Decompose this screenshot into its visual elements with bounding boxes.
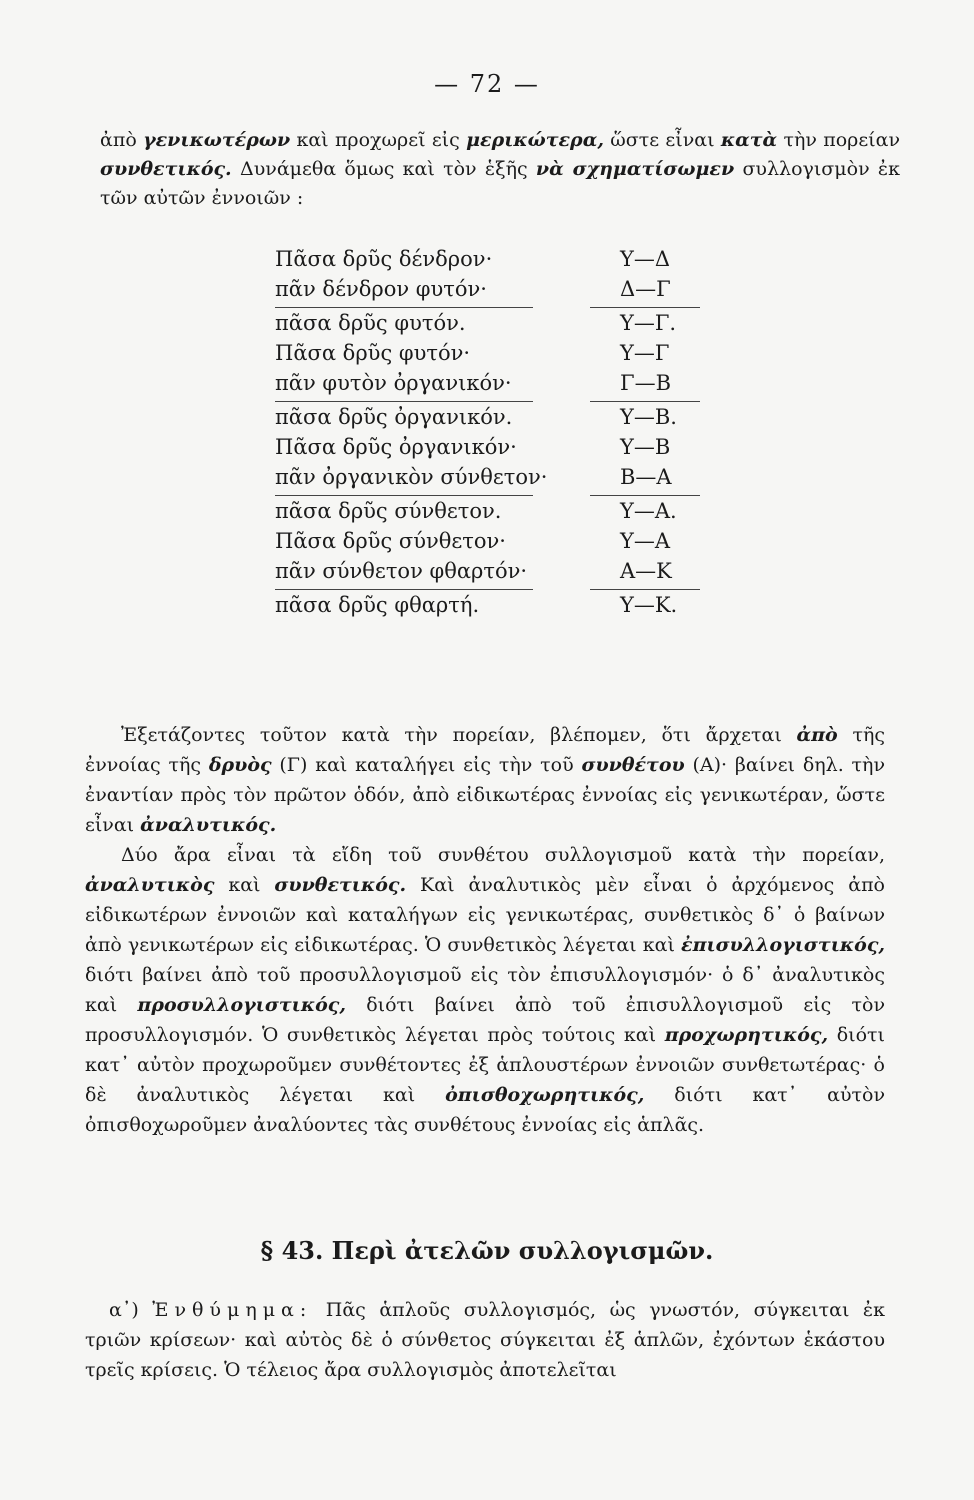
symbol: Υ—Γ.	[620, 311, 677, 335]
keyword: προσυλλογιστικός,	[137, 994, 346, 1016]
text: διότι βαίνει ἀπὸ τοῦ προσυλλογισμοῦ εἰς τὸν ἐπισυλλογισμόν· ὁ δ᾽ ἀναλυτικὸς καὶ	[85, 964, 885, 1016]
paragraph-types	[85, 840, 885, 1140]
keyword: προχωρητικός,	[664, 1024, 829, 1046]
symbol: Υ—Α.	[620, 499, 677, 523]
keyword: ἐπισυλλογιστικός,	[681, 934, 885, 956]
body-text	[85, 720, 885, 1140]
syllogism-line	[270, 462, 720, 492]
text: Δυνάμεθα ὅμως καὶ τὸν ἑξῆς	[231, 158, 536, 180]
syllogism-line	[270, 308, 720, 338]
text: διότι κατ᾽ αὐτὸν προχωροῦμεν συνθέτοντες ἐξ ἁπλουστέρων ἐννοιῶν συνθετωτέρας· ὁ δὲ ἀναλυτικὸς λέγεται καὶ	[85, 1024, 885, 1106]
text: διότι βαίνει ἀπὸ τοῦ ἐπισυλλογισμοῦ εἰς τὸν προσυλλογισμόν. Ὁ συνθετικὸς λέγεται πρὸς τούτοις καὶ	[85, 994, 886, 1046]
proposition: Πᾶσα δρῦς σύνθετον·	[275, 529, 506, 553]
syllogism-line	[270, 590, 720, 620]
section-text	[85, 1295, 885, 1385]
symbol: Υ—Γ	[620, 341, 670, 365]
page-number: — 72 —	[434, 70, 540, 98]
paragraph-enthymeme	[85, 1295, 885, 1385]
proposition: Πᾶσα δρῦς ὀργανικόν·	[275, 435, 517, 459]
syllogism-chain	[270, 244, 720, 620]
term: Ἐνθύμημα:	[152, 1299, 313, 1321]
proposition: Πᾶσα δρῦς δένδρον·	[275, 247, 493, 271]
text: α᾽)	[109, 1299, 153, 1321]
syllogism-line	[270, 556, 720, 586]
text: ὥστε εἶναι	[603, 129, 721, 151]
syllogism-line	[270, 274, 720, 304]
keyword: κατὰ	[720, 129, 778, 151]
syllogism-line	[270, 368, 720, 398]
symbol: Δ—Γ	[620, 277, 671, 301]
keyword: δρυὸς	[208, 754, 272, 776]
keyword: συνθετικός.	[100, 158, 232, 180]
symbol: Β—Α	[620, 465, 672, 489]
keyword: μερικώτερα,	[466, 129, 604, 151]
keyword: ἀπὸ	[796, 724, 838, 746]
proposition: Πᾶσα δρῦς φυτόν·	[275, 341, 471, 365]
text: Καὶ ἀναλυτικὸς μὲν εἶναι ὁ ἀρχόμενος ἀπὸ εἰδικωτέρων ἐννοιῶν καὶ καταλήγων εἰς γενικωτέρας, συνθετικὸς δ᾽ ὁ βαίνων ἀπὸ γενικωτέρων εἰς εἰδικωτέρας. Ὁ συνθετικὸς λέγεται καὶ	[85, 874, 885, 956]
intro-paragraph	[100, 126, 900, 213]
proposition: πᾶν φυτὸν ὀργανικόν·	[275, 371, 512, 395]
text: τὴν πορείαν	[777, 129, 901, 151]
text: Ἐξετάζοντες τοῦτον κατὰ τὴν πορείαν, βλέπομεν, ὅτι ἄρχεται	[121, 724, 797, 746]
text: (Α)· βαίνει δηλ. τὴν ἐναντίαν πρὸς τὸν πρῶτον ὁδόν, ἀπὸ εἰδικωτέρας ἐννοίας εἰς γενικωτέραν, ὥστε εἶναι	[85, 754, 885, 836]
symbol: Γ—Β	[620, 371, 672, 395]
symbol: Υ—Β.	[620, 405, 677, 429]
keyword: γενικωτέρων	[143, 129, 291, 151]
proposition: πᾶν δένδρον φυτόν·	[275, 277, 487, 301]
keyword: ἀναλυτικὸς	[85, 874, 215, 896]
keyword: ὀπισθοχωρητικός,	[445, 1084, 645, 1106]
proposition: πᾶν ὀργανικὸν σύνθετον·	[275, 465, 548, 489]
text: συλλογισμὸν ἐκ τῶν αὐτῶν ἐννοιῶν :	[100, 158, 900, 209]
symbol: Υ—Δ	[620, 247, 671, 271]
proposition: πᾶν σύνθετον φθαρτόν·	[275, 559, 528, 583]
section-heading: § 43. Περὶ ἀτελῶν συλλογισμῶν.	[260, 1236, 714, 1265]
text: διότι κατ᾽ αὐτὸν ὀπισθοχωροῦμεν ἀναλύοντες τὰς συνθέτους ἐννοίας εἰς ἁπλᾶς.	[85, 1084, 886, 1136]
syllogism-line	[270, 526, 720, 556]
syllogism-line	[270, 432, 720, 462]
keyword: συνθέτου	[581, 754, 685, 776]
syllogism-line	[270, 244, 720, 274]
text: Δύο ἄρα εἶναι τὰ εἴδη τοῦ συνθέτου συλλογισμοῦ κατὰ τὴν πορείαν,	[121, 844, 885, 866]
symbol: Υ—Κ.	[620, 593, 678, 617]
proposition: πᾶσα δρῦς φυτόν.	[275, 311, 466, 335]
text: Πᾶς ἁπλοῦς συλλογισμός, ὡς γνωστόν, σύγκειται ἐκ τριῶν κρίσεων· καὶ αὐτὸς δὲ ὁ σύνθετος σύγκειται ἐξ ἁπλῶν, ἐχόντων ἑκάστου τρεῖς κρίσεις. Ὁ τέλειος ἄρα συλλογισμὸς ἀποτελεῖται	[85, 1299, 885, 1381]
text: (Γ) καὶ καταλήγει εἰς τὴν τοῦ	[271, 754, 582, 776]
proposition: πᾶσα δρῦς ὀργανικόν.	[275, 405, 513, 429]
syllogism-line	[270, 496, 720, 526]
paragraph-analysis	[85, 720, 885, 840]
proposition: πᾶσα δρῦς σύνθετον.	[275, 499, 502, 523]
syllogism-line	[270, 402, 720, 432]
text: καὶ προχωρεῖ εἰς	[290, 129, 467, 151]
text: ἀπὸ	[100, 129, 144, 151]
keyword: νὰ σχηματίσωμεν	[535, 158, 735, 180]
proposition: πᾶσα δρῦς φθαρτή.	[275, 593, 480, 617]
symbol: Υ—Β	[620, 435, 671, 459]
symbol: Α—Κ	[620, 559, 672, 583]
syllogism-line	[270, 338, 720, 368]
text: τῆς ἐννοίας τῆς	[85, 724, 885, 776]
keyword: συνθετικός.	[274, 874, 407, 896]
text: καὶ	[214, 874, 275, 896]
symbol: Υ—Α	[620, 529, 671, 553]
keyword: ἀναλυτικός.	[140, 814, 277, 836]
